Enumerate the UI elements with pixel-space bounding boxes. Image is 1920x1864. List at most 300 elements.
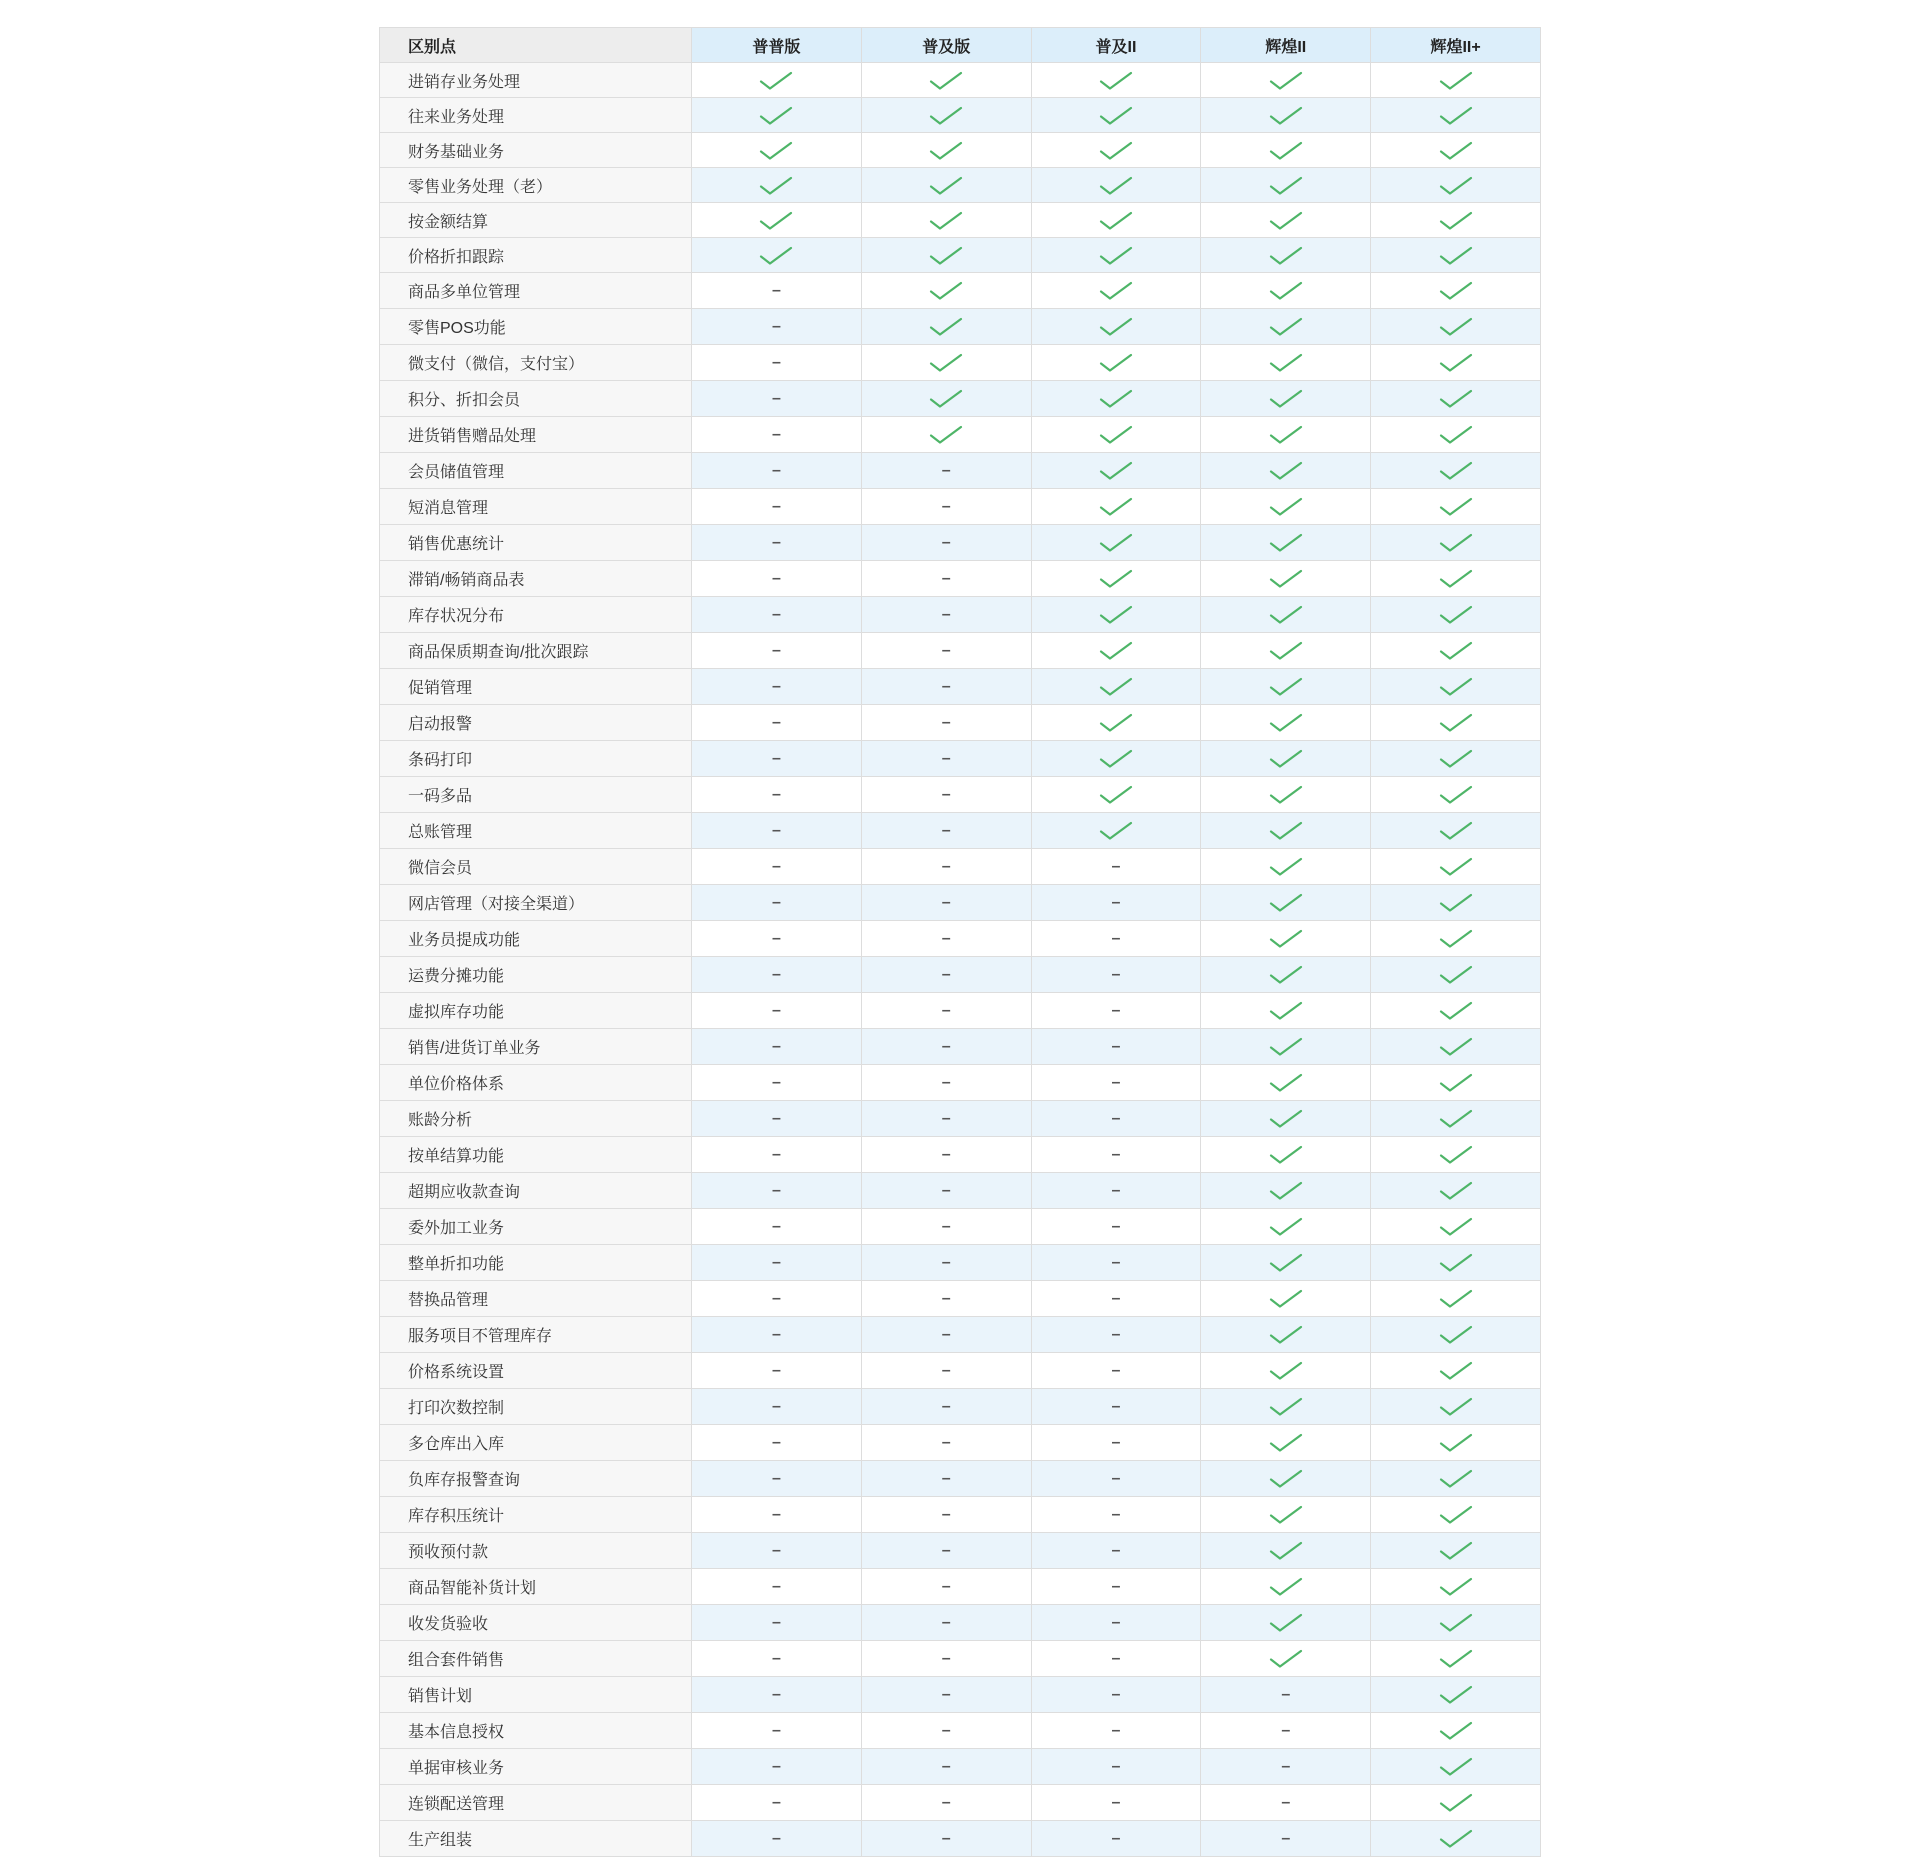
feature-supported-cell	[1201, 238, 1371, 273]
table-row	[380, 849, 1541, 885]
dash-icon: –	[771, 1470, 781, 1487]
table-row	[380, 273, 1541, 309]
feature-label: 促销管理	[380, 669, 692, 705]
dash-icon: –	[1111, 1434, 1121, 1451]
feature-label: 价格系统设置	[380, 1353, 692, 1389]
table-row	[380, 1209, 1541, 1245]
check-icon	[1438, 1108, 1474, 1129]
feature-supported-cell	[1201, 98, 1371, 133]
feature-supported-cell	[1371, 1137, 1541, 1173]
feature-supported-cell	[1371, 238, 1541, 273]
dash-icon: –	[941, 1434, 951, 1451]
dash-icon: –	[941, 1218, 951, 1235]
feature-unsupported-cell	[861, 957, 1031, 993]
dash-icon: –	[771, 1038, 781, 1055]
feature-supported-cell	[1371, 1317, 1541, 1353]
dash-icon: –	[941, 1110, 951, 1127]
dash-icon: –	[771, 1218, 781, 1235]
check-icon	[1268, 1648, 1304, 1669]
feature-label: 销售计划	[380, 1677, 692, 1713]
feature-unsupported-cell	[692, 309, 862, 345]
feature-unsupported-cell	[692, 417, 862, 453]
check-icon	[1438, 1720, 1474, 1741]
dash-icon: –	[771, 750, 781, 767]
feature-unsupported-cell	[861, 1029, 1031, 1065]
dash-icon: –	[1111, 930, 1121, 947]
table-row	[380, 345, 1541, 381]
feature-unsupported-cell	[861, 1173, 1031, 1209]
check-icon	[1438, 70, 1474, 91]
feature-unsupported-cell	[692, 1101, 862, 1137]
feature-label: 收发货验收	[380, 1605, 692, 1641]
feature-supported-cell	[1031, 633, 1201, 669]
check-icon	[1438, 1612, 1474, 1633]
feature-supported-cell	[1371, 1353, 1541, 1389]
dash-icon: –	[941, 786, 951, 803]
dash-icon: –	[941, 678, 951, 695]
table-row	[380, 238, 1541, 273]
feature-supported-cell	[1371, 273, 1541, 309]
check-icon	[1098, 748, 1134, 769]
table-row	[380, 1389, 1541, 1425]
dash-icon: –	[1111, 1794, 1121, 1811]
table-row	[380, 1713, 1541, 1749]
dash-icon: –	[941, 1650, 951, 1667]
check-icon	[1438, 1216, 1474, 1237]
table-row	[380, 1101, 1541, 1137]
column-header-puji-2: 普及II	[1031, 28, 1201, 63]
table-row	[380, 1353, 1541, 1389]
table-row	[380, 777, 1541, 813]
feature-unsupported-cell	[1031, 1461, 1201, 1497]
dash-icon: –	[1111, 1650, 1121, 1667]
feature-supported-cell	[1201, 1461, 1371, 1497]
check-icon	[758, 140, 794, 161]
table-row	[380, 309, 1541, 345]
table-row	[380, 453, 1541, 489]
table-row	[380, 133, 1541, 168]
check-icon	[1268, 140, 1304, 161]
feature-supported-cell	[1201, 669, 1371, 705]
table-row	[380, 1461, 1541, 1497]
check-icon	[1438, 640, 1474, 661]
feature-unsupported-cell	[692, 1065, 862, 1101]
feature-unsupported-cell	[861, 1641, 1031, 1677]
dash-icon: –	[771, 1146, 781, 1163]
check-icon	[1268, 856, 1304, 877]
dash-icon: –	[941, 714, 951, 731]
feature-supported-cell	[1201, 741, 1371, 777]
dash-icon: –	[771, 858, 781, 875]
dash-icon: –	[941, 1074, 951, 1091]
table-row	[380, 98, 1541, 133]
feature-supported-cell	[1201, 561, 1371, 597]
feature-supported-cell	[1371, 1389, 1541, 1425]
feature-supported-cell	[1201, 1533, 1371, 1569]
feature-supported-cell	[1031, 777, 1201, 813]
feature-supported-cell	[1371, 813, 1541, 849]
feature-supported-cell	[1031, 168, 1201, 203]
dash-icon: –	[941, 498, 951, 515]
table-body	[380, 63, 1541, 1857]
feature-supported-cell	[1371, 381, 1541, 417]
check-icon	[928, 352, 964, 373]
check-icon	[758, 105, 794, 126]
check-icon	[1098, 280, 1134, 301]
feature-unsupported-cell	[1201, 1713, 1371, 1749]
table-row	[380, 1641, 1541, 1677]
feature-supported-cell	[1201, 1209, 1371, 1245]
feature-supported-cell	[1371, 993, 1541, 1029]
table-row	[380, 741, 1541, 777]
feature-supported-cell	[1371, 453, 1541, 489]
feature-supported-cell	[692, 238, 862, 273]
feature-unsupported-cell	[692, 1605, 862, 1641]
check-icon	[1098, 640, 1134, 661]
feature-supported-cell	[1371, 1065, 1541, 1101]
check-icon	[1438, 1468, 1474, 1489]
check-icon	[1268, 1468, 1304, 1489]
dash-icon: –	[941, 1578, 951, 1595]
feature-unsupported-cell	[861, 453, 1031, 489]
check-icon	[1438, 1540, 1474, 1561]
check-icon	[1438, 604, 1474, 625]
check-icon	[1438, 964, 1474, 985]
feature-unsupported-cell	[1031, 1677, 1201, 1713]
check-icon	[1098, 604, 1134, 625]
feature-label: 按金额结算	[380, 203, 692, 238]
check-icon	[1438, 1072, 1474, 1093]
dash-icon: –	[1111, 1578, 1121, 1595]
feature-unsupported-cell	[1031, 1569, 1201, 1605]
check-icon	[1438, 892, 1474, 913]
feature-label: 运费分摊功能	[380, 957, 692, 993]
feature-label: 生产组装	[380, 1821, 692, 1857]
check-icon	[1268, 70, 1304, 91]
dash-icon: –	[771, 1542, 781, 1559]
check-icon	[1268, 175, 1304, 196]
feature-supported-cell	[1201, 993, 1371, 1029]
feature-label: 启动报警	[380, 705, 692, 741]
feature-label: 滞销/畅销商品表	[380, 561, 692, 597]
check-icon	[1268, 316, 1304, 337]
dash-icon: –	[941, 1326, 951, 1343]
feature-label: 销售/进货订单业务	[380, 1029, 692, 1065]
feature-unsupported-cell	[861, 633, 1031, 669]
feature-supported-cell	[1031, 309, 1201, 345]
feature-label: 销售优惠统计	[380, 525, 692, 561]
feature-supported-cell	[861, 273, 1031, 309]
feature-unsupported-cell	[861, 1749, 1031, 1785]
feature-supported-cell	[1371, 417, 1541, 453]
check-icon	[1268, 280, 1304, 301]
header-row	[380, 28, 1541, 63]
dash-icon: –	[771, 1326, 781, 1343]
feature-supported-cell	[1201, 381, 1371, 417]
feature-unsupported-cell	[692, 1173, 862, 1209]
check-icon	[1268, 640, 1304, 661]
dash-icon: –	[771, 714, 781, 731]
feature-supported-cell	[861, 203, 1031, 238]
dash-icon: –	[771, 1722, 781, 1739]
check-icon	[1268, 1360, 1304, 1381]
feature-supported-cell	[1031, 345, 1201, 381]
feature-supported-cell	[1201, 1605, 1371, 1641]
feature-unsupported-cell	[1031, 1137, 1201, 1173]
feature-label: 账龄分析	[380, 1101, 692, 1137]
check-icon	[1438, 676, 1474, 697]
check-icon	[1438, 928, 1474, 949]
dash-icon: –	[771, 1182, 781, 1199]
check-icon	[1268, 820, 1304, 841]
check-icon	[1268, 245, 1304, 266]
check-icon	[1268, 604, 1304, 625]
feature-unsupported-cell	[861, 1317, 1031, 1353]
dash-icon: –	[941, 642, 951, 659]
check-icon	[1438, 532, 1474, 553]
feature-unsupported-cell	[692, 453, 862, 489]
feature-supported-cell	[1371, 168, 1541, 203]
feature-label: 打印次数控制	[380, 1389, 692, 1425]
check-icon	[1438, 245, 1474, 266]
check-icon	[1268, 532, 1304, 553]
dash-icon: –	[771, 1074, 781, 1091]
dash-icon: –	[771, 498, 781, 515]
feature-unsupported-cell	[1031, 993, 1201, 1029]
check-icon	[1268, 1576, 1304, 1597]
feature-supported-cell	[1201, 633, 1371, 669]
dash-icon: –	[771, 1506, 781, 1523]
dash-icon: –	[771, 966, 781, 983]
feature-unsupported-cell	[692, 849, 862, 885]
dash-icon: –	[1111, 1470, 1121, 1487]
feature-supported-cell	[861, 238, 1031, 273]
dash-icon: –	[941, 750, 951, 767]
table-row	[380, 525, 1541, 561]
check-icon	[1438, 352, 1474, 373]
feature-label: 连锁配送管理	[380, 1785, 692, 1821]
feature-unsupported-cell	[692, 1029, 862, 1065]
check-icon	[1268, 1324, 1304, 1345]
feature-supported-cell	[1031, 453, 1201, 489]
column-header-pupu-edition: 普普版	[692, 28, 862, 63]
column-header-huihuang-2-plus: 辉煌II+	[1371, 28, 1541, 63]
check-icon	[758, 210, 794, 231]
feature-unsupported-cell	[692, 705, 862, 741]
column-header-huihuang-2: 辉煌II	[1201, 28, 1371, 63]
feature-supported-cell	[861, 345, 1031, 381]
check-icon	[1098, 568, 1134, 589]
table-row	[380, 1425, 1541, 1461]
feature-unsupported-cell	[861, 1101, 1031, 1137]
feature-unsupported-cell	[1031, 1029, 1201, 1065]
feature-unsupported-cell	[861, 741, 1031, 777]
feature-unsupported-cell	[692, 633, 862, 669]
feature-supported-cell	[1371, 1605, 1541, 1641]
feature-supported-cell	[861, 417, 1031, 453]
feature-supported-cell	[1371, 525, 1541, 561]
dash-icon: –	[1111, 1362, 1121, 1379]
check-icon	[928, 280, 964, 301]
dash-icon: –	[1281, 1830, 1291, 1847]
dash-icon: –	[771, 1110, 781, 1127]
feature-unsupported-cell	[861, 1605, 1031, 1641]
feature-supported-cell	[1371, 1533, 1541, 1569]
feature-unsupported-cell	[861, 849, 1031, 885]
feature-label: 超期应收款查询	[380, 1173, 692, 1209]
feature-label: 网店管理（对接全渠道）	[380, 885, 692, 921]
feature-supported-cell	[1371, 309, 1541, 345]
feature-unsupported-cell	[861, 1389, 1031, 1425]
table-row	[380, 597, 1541, 633]
feature-supported-cell	[1371, 741, 1541, 777]
check-icon	[1268, 1288, 1304, 1309]
check-icon	[1098, 352, 1134, 373]
feature-unsupported-cell	[692, 1461, 862, 1497]
feature-unsupported-cell	[861, 669, 1031, 705]
feature-unsupported-cell	[861, 1281, 1031, 1317]
feature-unsupported-cell	[692, 1749, 862, 1785]
dash-icon: –	[1111, 894, 1121, 911]
dash-icon: –	[1111, 1758, 1121, 1775]
feature-unsupported-cell	[692, 1569, 862, 1605]
feature-unsupported-cell	[1031, 1317, 1201, 1353]
table-row	[380, 489, 1541, 525]
check-icon	[1268, 892, 1304, 913]
feature-supported-cell	[1371, 1029, 1541, 1065]
feature-label: 服务项目不管理库存	[380, 1317, 692, 1353]
dash-icon: –	[771, 354, 781, 371]
feature-label: 进销存业务处理	[380, 63, 692, 98]
dash-icon: –	[1111, 1686, 1121, 1703]
feature-supported-cell	[1201, 273, 1371, 309]
feature-unsupported-cell	[1031, 1353, 1201, 1389]
check-icon	[928, 424, 964, 445]
check-icon	[1268, 748, 1304, 769]
feature-supported-cell	[1371, 203, 1541, 238]
feature-unsupported-cell	[1031, 1281, 1201, 1317]
feature-unsupported-cell	[861, 1785, 1031, 1821]
check-icon	[1268, 1180, 1304, 1201]
dash-icon: –	[1281, 1722, 1291, 1739]
feature-supported-cell	[1201, 1101, 1371, 1137]
check-icon	[1098, 388, 1134, 409]
feature-unsupported-cell	[861, 525, 1031, 561]
feature-supported-cell	[1201, 1281, 1371, 1317]
check-icon	[1438, 280, 1474, 301]
table-row	[380, 1281, 1541, 1317]
table-row	[380, 1317, 1541, 1353]
dash-icon: –	[771, 1794, 781, 1811]
dash-icon: –	[771, 1758, 781, 1775]
check-icon	[1438, 140, 1474, 161]
check-icon	[1268, 964, 1304, 985]
table-row	[380, 993, 1541, 1029]
feature-supported-cell	[1371, 597, 1541, 633]
feature-supported-cell	[1371, 921, 1541, 957]
feature-unsupported-cell	[1031, 1389, 1201, 1425]
feature-supported-cell	[1371, 1641, 1541, 1677]
check-icon	[928, 245, 964, 266]
feature-supported-cell	[692, 133, 862, 168]
dash-icon: –	[1111, 1722, 1121, 1739]
dash-icon: –	[1111, 1542, 1121, 1559]
feature-unsupported-cell	[1031, 885, 1201, 921]
feature-unsupported-cell	[861, 1425, 1031, 1461]
feature-unsupported-cell	[692, 741, 862, 777]
check-icon	[1098, 140, 1134, 161]
feature-supported-cell	[1031, 525, 1201, 561]
table-row	[380, 561, 1541, 597]
feature-supported-cell	[861, 381, 1031, 417]
feature-supported-cell	[1201, 63, 1371, 98]
dash-icon: –	[941, 534, 951, 551]
feature-label: 单据审核业务	[380, 1749, 692, 1785]
table-row	[380, 885, 1541, 921]
table-row	[380, 1137, 1541, 1173]
feature-unsupported-cell	[1031, 1245, 1201, 1281]
feature-supported-cell	[1031, 669, 1201, 705]
feature-unsupported-cell	[861, 1713, 1031, 1749]
table-row	[380, 1533, 1541, 1569]
dash-icon: –	[1111, 1506, 1121, 1523]
check-icon	[1438, 568, 1474, 589]
column-header-puji-edition: 普及版	[861, 28, 1031, 63]
feature-supported-cell	[1031, 63, 1201, 98]
check-icon	[1268, 928, 1304, 949]
feature-unsupported-cell	[861, 597, 1031, 633]
feature-supported-cell	[1371, 1281, 1541, 1317]
check-icon	[1438, 1000, 1474, 1021]
check-icon	[1098, 820, 1134, 841]
feature-unsupported-cell	[692, 1425, 862, 1461]
feature-supported-cell	[1201, 957, 1371, 993]
check-icon	[1438, 820, 1474, 841]
feature-label: 总账管理	[380, 813, 692, 849]
feature-unsupported-cell	[692, 993, 862, 1029]
feature-label: 负库存报警查询	[380, 1461, 692, 1497]
feature-unsupported-cell	[861, 1821, 1031, 1857]
check-icon	[1268, 105, 1304, 126]
dash-icon: –	[771, 894, 781, 911]
check-icon	[1438, 1828, 1474, 1849]
feature-unsupported-cell	[692, 489, 862, 525]
feature-supported-cell	[1371, 1101, 1541, 1137]
feature-supported-cell	[1371, 1713, 1541, 1749]
feature-label: 多仓库出入库	[380, 1425, 692, 1461]
dash-icon: –	[771, 282, 781, 299]
feature-unsupported-cell	[861, 1569, 1031, 1605]
feature-supported-cell	[1201, 597, 1371, 633]
feature-supported-cell	[1031, 238, 1201, 273]
check-icon	[1438, 1360, 1474, 1381]
check-icon	[928, 388, 964, 409]
dash-icon: –	[1111, 1002, 1121, 1019]
feature-supported-cell	[1371, 561, 1541, 597]
check-icon	[1098, 105, 1134, 126]
dash-icon: –	[771, 606, 781, 623]
dash-icon: –	[941, 858, 951, 875]
feature-supported-cell	[1031, 741, 1201, 777]
dash-icon: –	[1111, 1830, 1121, 1847]
table-row	[380, 633, 1541, 669]
feature-supported-cell	[1371, 849, 1541, 885]
feature-supported-cell	[1201, 489, 1371, 525]
check-icon	[1098, 245, 1134, 266]
feature-label: 会员储值管理	[380, 453, 692, 489]
check-icon	[1438, 388, 1474, 409]
dash-icon: –	[941, 1470, 951, 1487]
